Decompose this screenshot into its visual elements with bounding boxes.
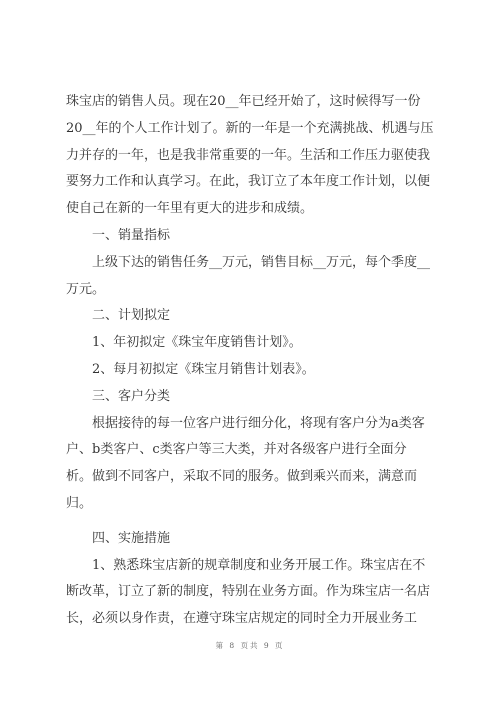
text-line: 断改革，订立了新的制度，特别在业务方面。作为珠宝店一名店 xyxy=(66,584,431,600)
text-line: 力并存的一年，也是我非常重要的一年。生活和工作压力驱使我 xyxy=(66,147,431,163)
text-line: 析。做到不同客户，采取不同的服务。做到乘兴而来，满意而 xyxy=(66,469,418,485)
text-line: 要努力工作和认真学习。在此，我订立了本年度工作计划，以便 xyxy=(66,174,431,190)
text-line: 长，必须以身作责，在遵守珠宝店规定的同时全力开展业务工 xyxy=(66,611,418,627)
text-line: 根据接待的每一位客户进行细分化，将现有客户分为a类客 xyxy=(66,415,425,431)
text-line: 使自己在新的一年里有更大的进步和成绩。 xyxy=(66,201,314,217)
document-body xyxy=(66,89,436,633)
text-line: 20__年的个人工作计划了。新的一年是一个充满挑战、机遇与压 xyxy=(66,120,434,136)
section-heading-sales-target: 一、销量指标 xyxy=(66,227,171,243)
text-line: 2、每月初拟定《珠宝月销售计划表》。 xyxy=(66,361,315,377)
page-number: 第 8 页共 9 页 xyxy=(215,641,285,650)
section-heading-plan: 二、计划拟定 xyxy=(66,308,171,324)
text-line: 上级下达的销售任务__万元，销售目标__万元，每个季度__ xyxy=(66,254,431,270)
text-line: 户、b类客户、c类客户等三大类，并对各级客户进行全面分 xyxy=(66,442,407,458)
section-heading-customers: 三、客户分类 xyxy=(66,388,171,404)
section-heading-measures: 四、实施措施 xyxy=(66,530,171,546)
text-line: 万元。 xyxy=(66,281,106,297)
text-line: 归。 xyxy=(66,495,93,511)
text-line: 1、年初拟定《珠宝年度销售计划》。 xyxy=(66,335,302,351)
text-line: 珠宝店的销售人员。现在20__年已经开始了，这时候得写一份 xyxy=(66,94,421,109)
text-line: 1、熟悉珠宝店新的规章制度和业务开展工作。珠宝店在不 xyxy=(66,557,426,573)
